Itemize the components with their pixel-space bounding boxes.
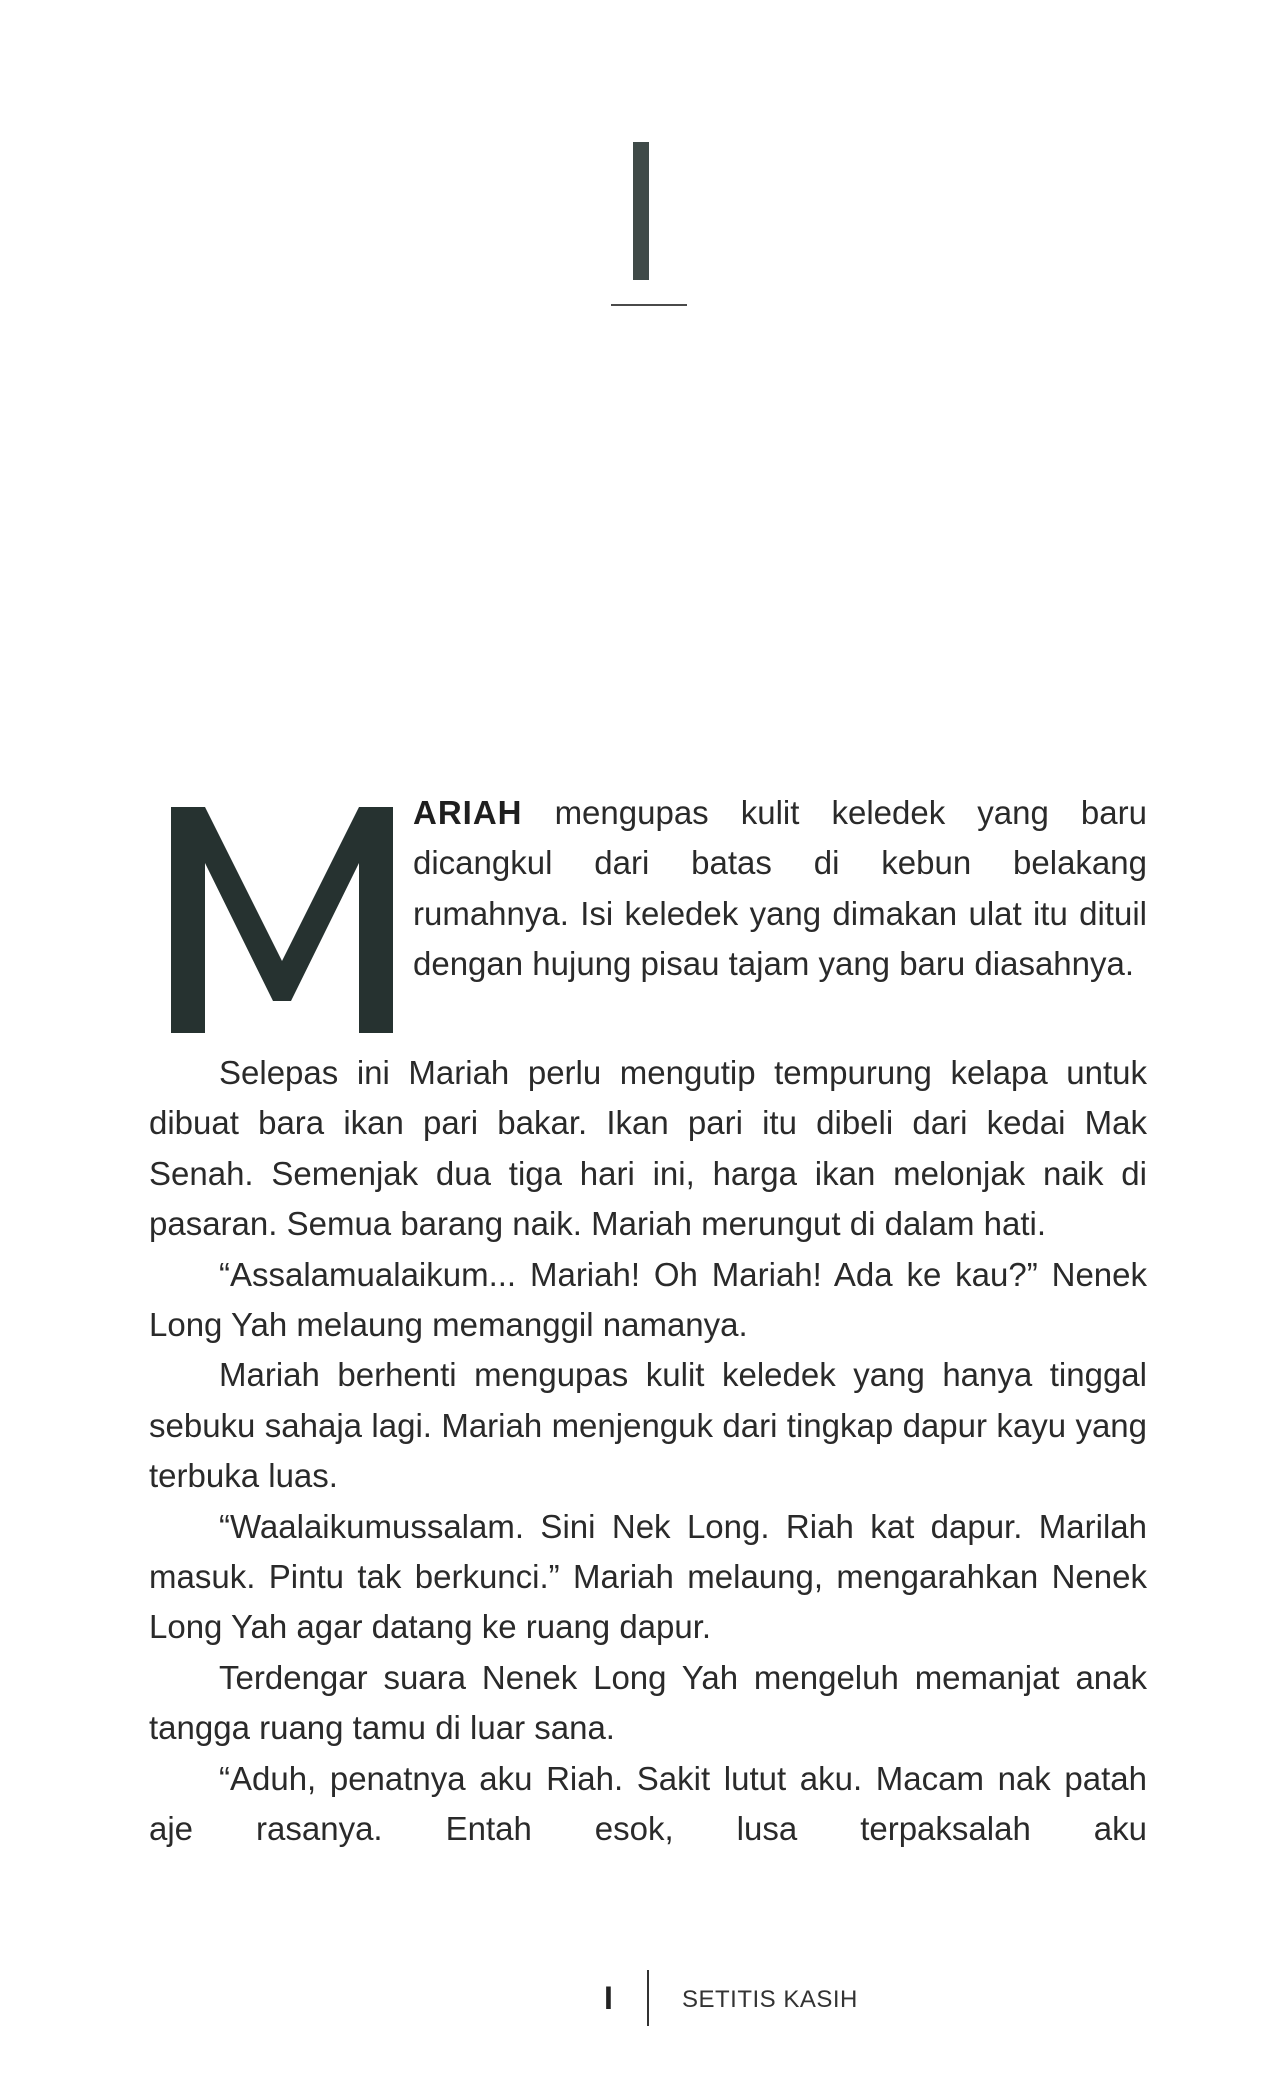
paragraph: “Waalaikumussalam. Sini Nek Long. Riah kat dapur. Marilah masuk. Pintu tak berkunci.” Mariah melaung, mengarahkan Nenek Long Yah agar datang ke ruang dapur. [149,1507,1147,1646]
paragraph: Selepas ini Mariah perlu mengutip tempurung kelapa untuk dibuat bara ikan pari bakar. Ikan pari itu dibeli dari kedai Mak Senah. Semenjak dua tiga hari ini, harga ikan melonjak naik di pasaran. Semua barang naik. Mariah merungut di dalam hati. [149,1054,1147,1243]
paragraph: Terdengar suara Nenek Long Yah mengeluh memanjat anak tangga ruang tamu di luar sana. [149,1658,1147,1747]
running-title: SETITIS KASIH [682,1986,858,2013]
opening-text: mengupas kulit keledek yang baru dicangkul dari batas di kebun belakang rumahnya. Isi keledek yang dimakan ulat itu dituil dengan hujung pisau tajam yang baru diasahnya. [413,794,1147,983]
paragraph: Mariah berhenti mengupas kulit keledek yang hanya tinggal sebuku sahaja lagi. Mariah menjenguk dari tingkap dapur kayu yang terbuka luas. [149,1356,1147,1495]
footer-divider [647,1970,649,2026]
paragraph: “Aduh, penatnya aku Riah. Sakit lutut aku. Macam nak patah aje rasanya. Entah esok, lusa terpaksalah aku [149,1759,1147,1848]
opening-lead-word: ARIAH [413,794,523,831]
opening-block [149,788,1147,1048]
page-footer [0,1970,1282,2040]
chapter-number [633,142,649,280]
chapter-rule [611,304,687,306]
opening-paragraph [413,788,1147,990]
chapter-text [149,788,1147,1855]
drop-cap-letter [171,807,393,1033]
page-number: I [604,1980,613,2016]
paragraph: “Assalamualaikum... Mariah! Oh Mariah! Ada ke kau?” Nenek Long Yah melaung memanggil namanya. [149,1255,1147,1344]
